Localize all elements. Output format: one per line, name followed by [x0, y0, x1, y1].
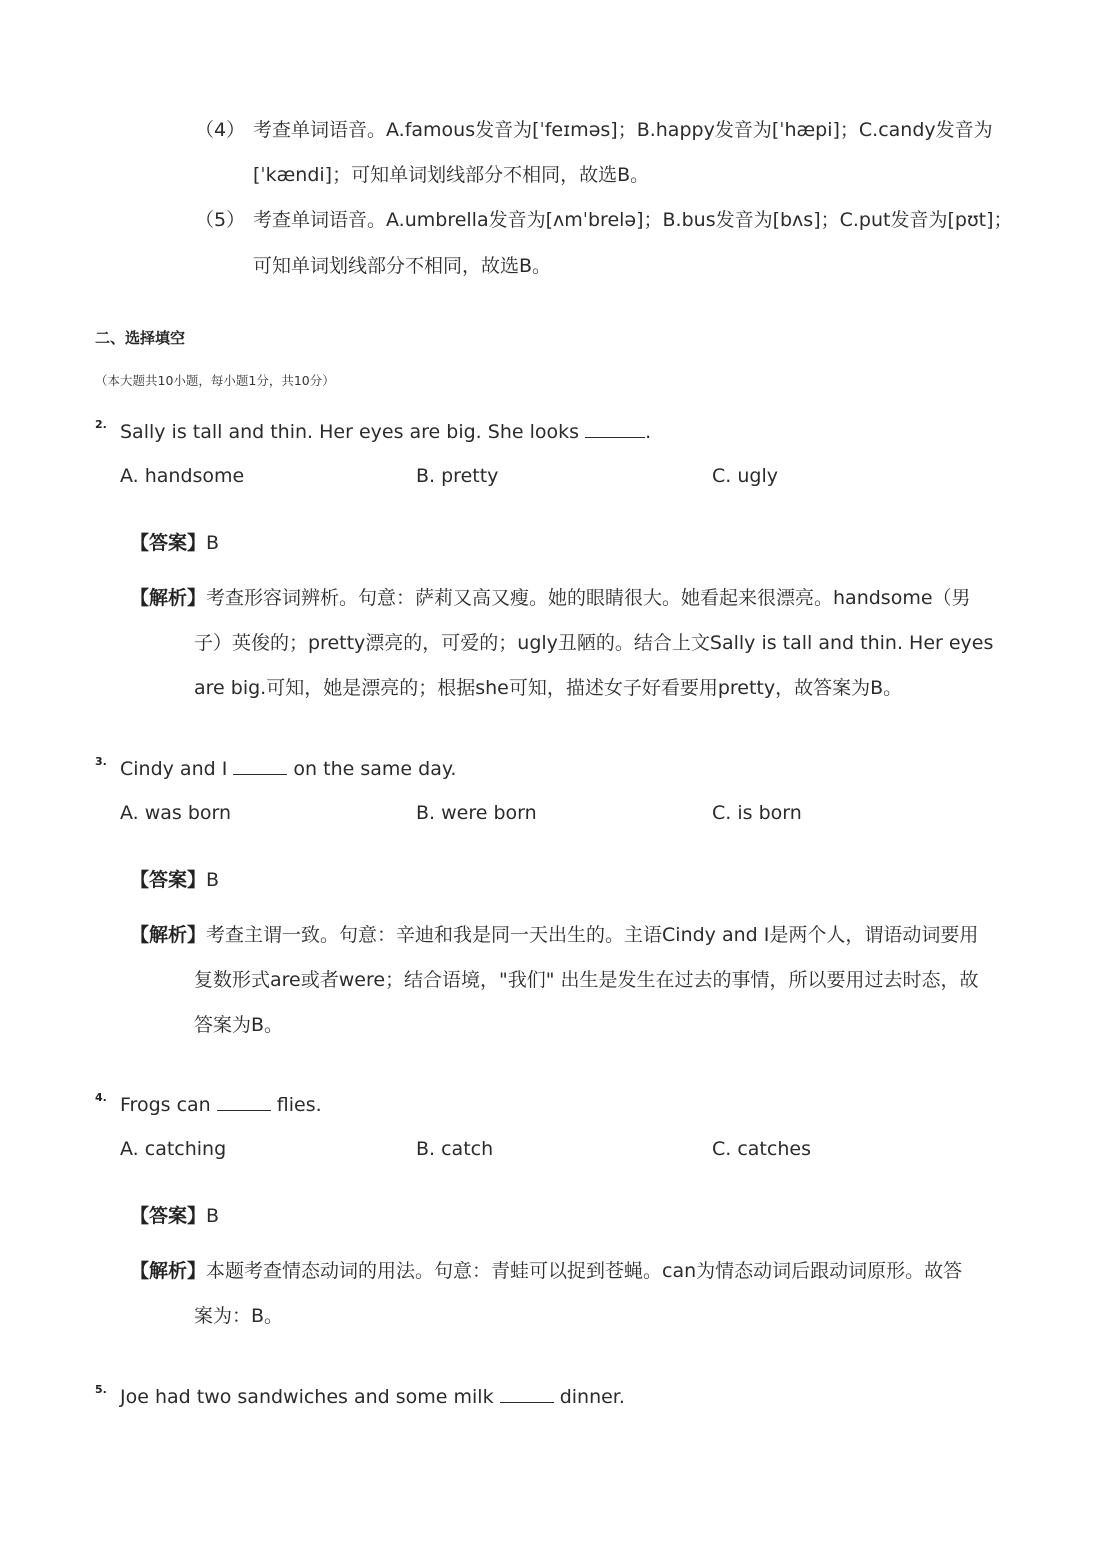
option-a: A. handsome	[120, 465, 245, 487]
analysis-text: 案为：B。	[194, 1305, 284, 1327]
question-stem	[120, 1385, 625, 1408]
section-note: （本大题共10小题，每小题1分，共10分）	[95, 373, 335, 388]
answer-label: 【答案】	[130, 532, 207, 554]
analysis-text: 复数形式are或者were；结合语境，"我们" 出生是发生在过去的事情，所以要用过去时态，故	[194, 969, 979, 991]
answer-value: B	[206, 1205, 220, 1227]
stem-text: .	[645, 421, 652, 443]
answer-blank	[585, 420, 645, 438]
stem-text: Frogs can	[120, 1094, 211, 1116]
option-b: B. pretty	[416, 465, 499, 487]
analysis-text: 考查主谓一致。句意：辛迪和我是同一天出生的。主语Cindy and I是两个人，谓语动词要用	[206, 924, 979, 946]
analysis-label: 【解析】	[130, 924, 207, 946]
analysis-text: 子）英俊的；pretty漂亮的，可爱的；ugly丑陋的。结合上文Sally is tall and thin. Her eyes	[194, 632, 994, 654]
answer-blank	[500, 1385, 554, 1403]
answer-line	[130, 528, 219, 555]
answer-label: 【答案】	[130, 869, 207, 891]
analysis-text: 本题考查情态动词的用法。句意：青蛙可以捉到苍蝇。can为情态动词后跟动词原形。故答	[206, 1260, 963, 1282]
item-text-line: 考查单词语音。A.famous发音为[ˈfeɪməs]；B.happy发音为[ˈhæpi]；C.candy发音为	[253, 119, 993, 141]
answer-label: 【答案】	[130, 1205, 207, 1227]
question-stem	[120, 757, 456, 780]
analysis-line	[130, 1256, 962, 1283]
option-a: A. was born	[120, 802, 232, 824]
analysis-line	[130, 920, 978, 947]
option-a: A. catching	[120, 1138, 227, 1160]
stem-text: on the same day.	[293, 758, 457, 780]
stem-text: dinner.	[559, 1386, 625, 1408]
analysis-label: 【解析】	[130, 587, 207, 609]
answer-line	[130, 1201, 219, 1228]
stem-text: Cindy and I	[120, 758, 228, 780]
question-stem	[120, 420, 651, 443]
answer-blank	[217, 1093, 271, 1111]
analysis-text: are big.可知，她是漂亮的；根据she可知，描述女子好看要用pretty，故答案为B。	[194, 677, 903, 699]
answer-value: B	[206, 869, 220, 891]
option-b: B. catch	[416, 1138, 494, 1160]
question-number: 2.	[95, 418, 107, 431]
option-c: C. catches	[712, 1138, 811, 1160]
stem-text: Joe had two sandwiches and some milk	[120, 1386, 494, 1408]
answer-line	[130, 865, 219, 892]
item-text-line: [ˈkændi]；可知单词划线部分不相同，故选B。	[253, 164, 650, 186]
answer-value: B	[206, 532, 220, 554]
question-number: 4.	[95, 1091, 107, 1104]
item-text-line: 可知单词划线部分不相同，故选B。	[253, 255, 552, 277]
item-number: （5）	[195, 209, 246, 231]
stem-text: flies.	[276, 1094, 322, 1116]
option-c: C. ugly	[712, 465, 778, 487]
option-b: B. were born	[416, 802, 537, 824]
analysis-line	[130, 583, 971, 610]
analysis-label: 【解析】	[130, 1260, 207, 1282]
item-number: （4）	[195, 119, 246, 141]
question-stem	[120, 1093, 322, 1116]
analysis-text: 考查形容词辨析。句意：萨莉又高又瘦。她的眼睛很大。她看起来很漂亮。handsome（男	[206, 587, 971, 609]
answer-blank	[233, 757, 287, 775]
stem-text: Sally is tall and thin. Her eyes are big. She looks	[120, 421, 580, 443]
analysis-text: 答案为B。	[194, 1014, 284, 1036]
question-number: 5.	[95, 1383, 107, 1396]
item-text-line: 考查单词语音。A.umbrella发音为[ʌmˈbrelə]；B.bus发音为[bʌs]；C.put发音为[pʊt]；	[253, 209, 1013, 231]
option-c: C. is born	[712, 802, 802, 824]
section-title: 二、选择填空	[95, 329, 186, 347]
question-number: 3.	[95, 755, 107, 768]
